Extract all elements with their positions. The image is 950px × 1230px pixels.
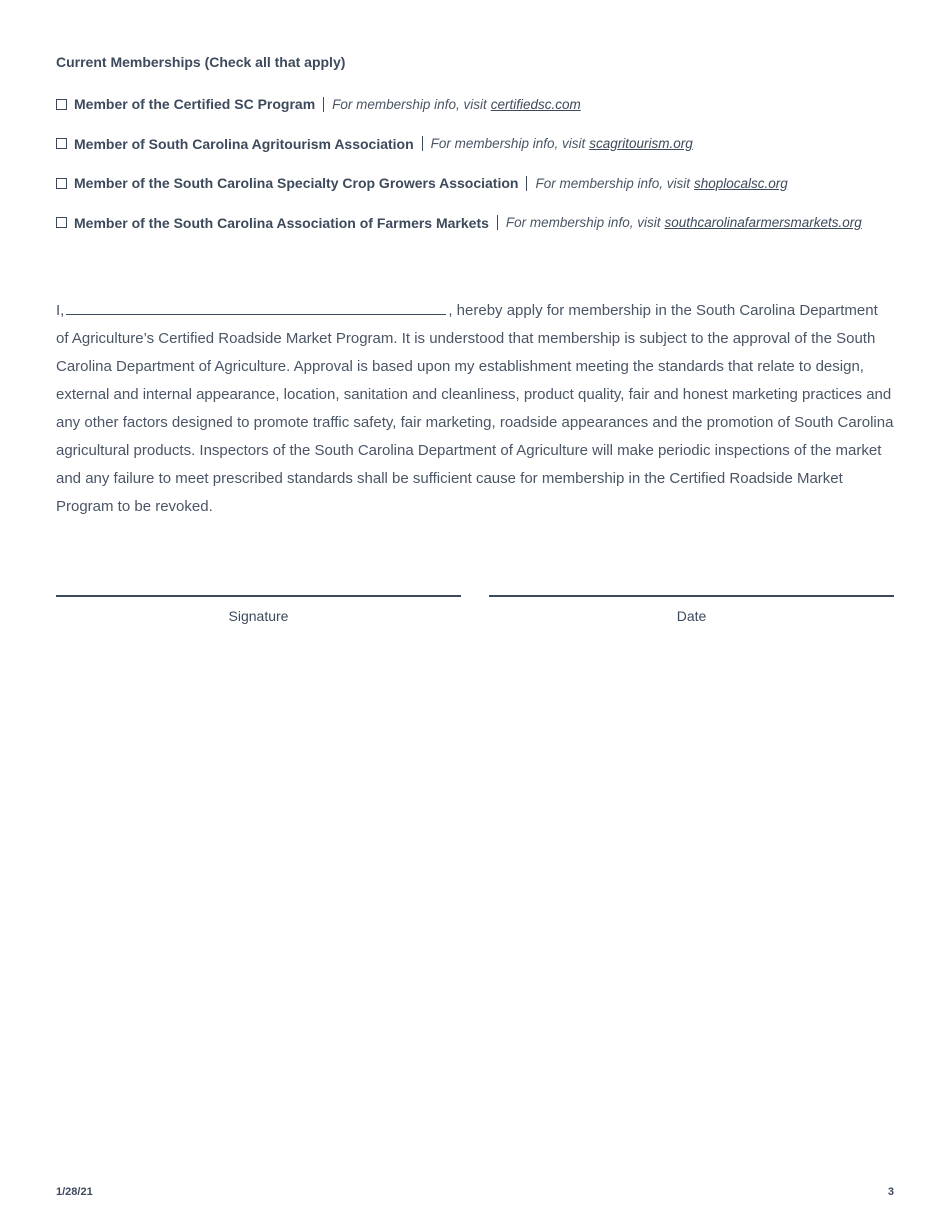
membership-list <box>56 93 894 251</box>
separator <box>323 97 324 112</box>
membership-link[interactable]: shoplocalsc.org <box>694 175 788 191</box>
applicant-name-field[interactable] <box>66 300 446 315</box>
checkbox-certified-sc[interactable] <box>56 99 67 110</box>
membership-item-farmers-markets <box>56 212 894 234</box>
date-label: Date <box>676 608 707 624</box>
form-page <box>56 0 894 1230</box>
separator <box>526 176 527 191</box>
membership-link[interactable]: certifiedsc.com <box>490 96 581 112</box>
section-title: Current Memberships (Check all that apply) <box>56 54 346 70</box>
membership-label: Member of the South Carolina Association of Farmers Markets <box>74 214 489 231</box>
membership-item-specialty-crop <box>56 172 894 194</box>
membership-label: Member of the South Carolina Specialty Crop Growers Association <box>74 175 519 191</box>
membership-info-text: For membership info, visit <box>430 136 586 151</box>
application-statement <box>56 297 894 521</box>
membership-info-text: For membership info, visit <box>535 175 690 191</box>
footer-date: 1/28/21 <box>56 1186 93 1198</box>
checkbox-specialty-crop[interactable] <box>56 178 67 189</box>
page-number: 3 <box>887 1186 894 1198</box>
statement-body: , hereby apply for membership in the South Carolina Department of Agriculture’s Certified Roadside Market Program. It is understood that membership is subject to the approval of the South Carolina Department of Agriculture. Approval is based upon my establishment meeting the standards that relate to design, external and internal appearance, location, sanitation and cleanliness, product quality, fair and honest marketing practices and any other factors designed to promote traffic safety, fair marketing, roadside appearances and the promotion of South Carolina agricultural products. Inspectors of the South Carolina Department of Agriculture will make periodic inspections of the market and any failure to meet prescribed standards shall be sufficient cause for membership in the Certified Roadside Market Program to be revoked. <box>56 302 894 515</box>
signature-line[interactable] <box>56 595 461 597</box>
membership-info-text: For membership info, visit <box>505 215 661 230</box>
separator <box>422 136 423 151</box>
checkbox-agritourism[interactable] <box>56 138 67 149</box>
signature-label: Signature <box>228 608 289 624</box>
membership-label: Member of the Certified SC Program <box>74 96 316 112</box>
membership-info-text: For membership info, visit <box>332 96 487 112</box>
membership-link[interactable]: southcarolinafarmersmarkets.org <box>664 215 862 230</box>
date-line[interactable] <box>489 595 894 597</box>
membership-item-certified-sc <box>56 93 894 115</box>
statement-prefix: I, <box>56 302 65 319</box>
membership-label: Member of South Carolina Agritourism Association <box>74 135 414 152</box>
membership-item-agritourism <box>56 133 894 155</box>
membership-link[interactable]: scagritourism.org <box>589 136 693 151</box>
checkbox-farmers-markets[interactable] <box>56 217 67 228</box>
separator <box>497 215 498 230</box>
